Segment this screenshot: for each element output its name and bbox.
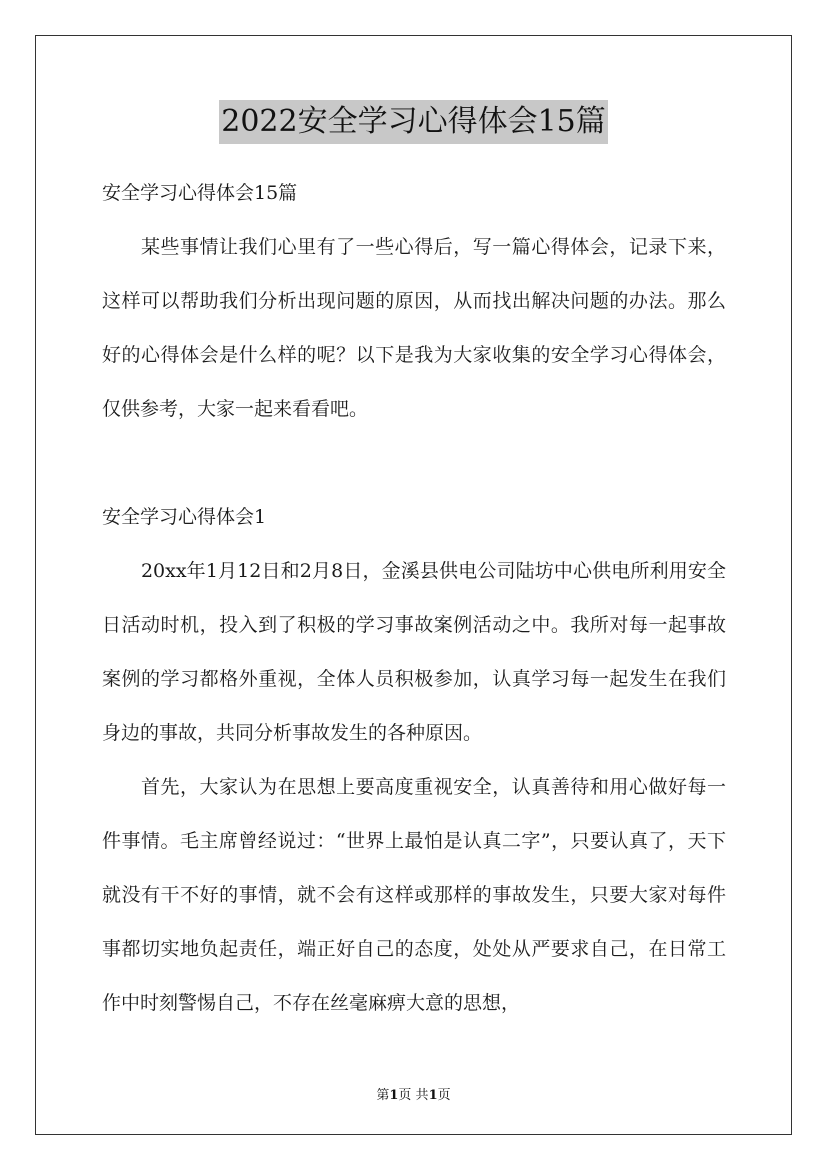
subtitle-heading: 安全学习心得体会15篇 <box>102 182 298 204</box>
section-spacer <box>102 436 726 490</box>
page-current: 1 <box>389 1088 399 1103</box>
page-suffix: 页 <box>437 1088 451 1103</box>
section-heading: 安全学习心得体会1 <box>102 506 267 528</box>
document-body <box>102 166 726 1030</box>
intro-paragraph: 某些事情让我们心里有了一些心得后，写一篇心得体会，记录下来，这样可以帮助我们分析出现问题的原因，从而找出解决问题的办法。那么好的心得体会是什么样的呢？以下是我为大家收集的安全学习心得体会，仅供参考，大家一起来看看吧。 <box>102 236 726 420</box>
document-title: 2022安全学习心得体会15篇 <box>219 100 608 144</box>
page-total: 1 <box>428 1088 438 1103</box>
page-prefix: 第 <box>376 1088 390 1103</box>
title-container <box>0 100 827 144</box>
section-paragraph-2: 首先，大家认为在思想上要高度重视安全，认真善待和用心做好每一件事情。毛主席曾经说过：“世界上最怕是认真二字”，只要认真了，天下就没有干不好的事情，就不会有这样或那样的事故发生，只要大家对每件事都切实地负起责任，端正好自己的态度，处处从严要求自己，在日常工作中时刻警惕自己，不存在丝毫麻痹大意的思想， <box>102 776 726 1014</box>
page-mid: 页 共 <box>398 1088 429 1103</box>
section-paragraph-1: 20xx年1月12日和2月8日，金溪县供电公司陆坊中心供电所利用安全日活动时机，投入到了积极的学习事故案例活动之中。我所对每一起事故案例的学习都格外重视，全体人员积极参加，认真学习每一起发生在我们身边的事故，共同分析事故发生的各种原因。 <box>102 560 726 744</box>
page-footer <box>0 1084 827 1103</box>
